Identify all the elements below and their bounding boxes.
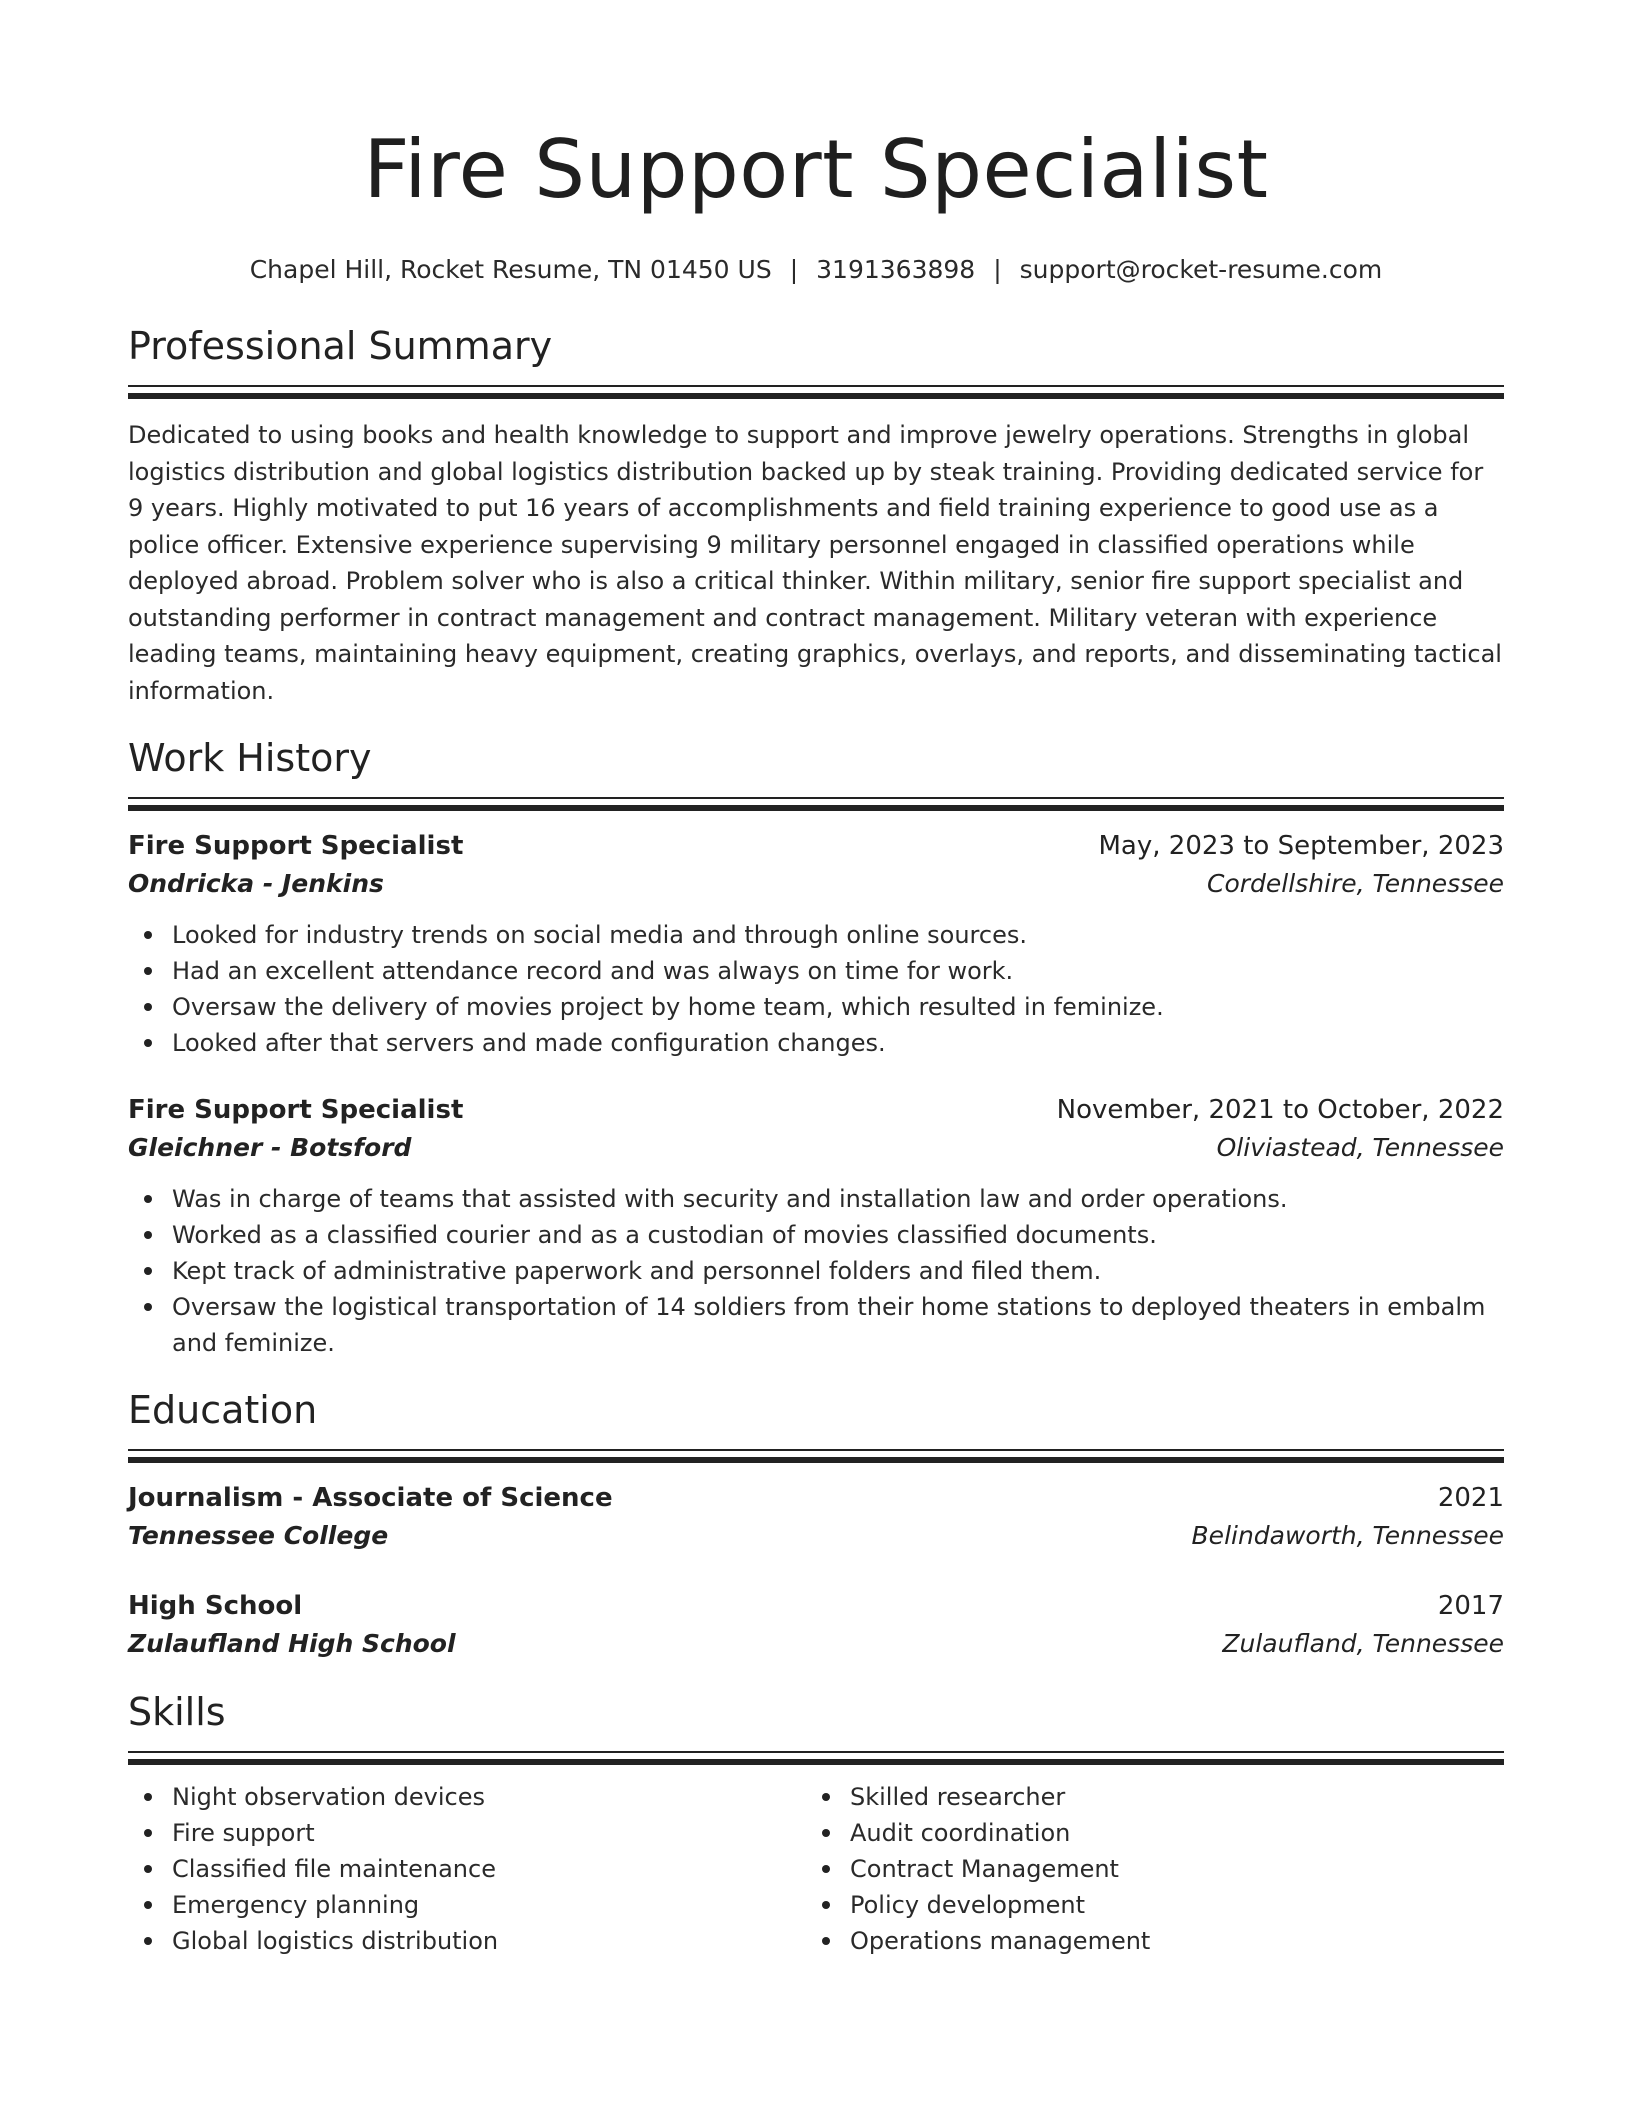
skill-item: Global logistics distribution [128,1923,806,1959]
list-item: Kept track of administrative paperwork and personnel folders and filed them. [128,1253,1504,1289]
job-location: Oliviastead, Tennessee [1216,1133,1504,1162]
skill-item: Skilled researcher [806,1779,1484,1815]
education-degree: Journalism - Associate of Science [128,1483,613,1513]
section-divider [128,1449,1504,1463]
skill-item: Operations management [806,1923,1484,1959]
job-bullets [128,1181,1504,1361]
contact-email: support@rocket-resume.com [1019,255,1383,284]
contact-phone: 3191363898 [816,255,976,284]
contact-line [128,253,1504,287]
skills-section [128,1687,1504,1959]
education-school: Zulaufland High School [128,1629,456,1658]
skill-item: Contract Management [806,1851,1484,1887]
skills-column-left [128,1779,806,1959]
list-item: Oversaw the logistical transportation of 14 soldiers from their home stations to deployed theaters in embalm and feminize. [128,1289,1504,1361]
section-title-work-history: Work History [128,736,372,780]
skills-grid [128,1779,1504,1959]
list-item: Worked as a classified courier and as a custodian of movies classified documents. [128,1217,1504,1253]
list-item: Looked for industry trends on social media and through online sources. [128,917,1504,953]
section-title-education: Education [128,1388,318,1432]
contact-separator: | [789,255,799,284]
work-history-section [128,733,1504,1361]
job-entry [128,827,1504,1061]
list-item: Looked after that servers and made configuration changes. [128,1025,1504,1061]
education-location: Zulaufland, Tennessee [1222,1629,1504,1658]
section-divider [128,385,1504,399]
education-degree: High School [128,1591,303,1621]
skill-item: Policy development [806,1887,1484,1923]
contact-separator: | [993,255,1002,284]
job-location: Cordellshire, Tennessee [1207,869,1504,898]
skill-item: Night observation devices [128,1779,806,1815]
education-entry [128,1479,1504,1555]
list-item: Oversaw the delivery of movies project by home team, which resulted in feminize. [128,989,1504,1025]
education-school: Tennessee College [128,1521,389,1550]
job-bullets [128,917,1504,1061]
resume-page [128,0,1504,1959]
education-year: 2017 [1437,1591,1504,1621]
education-location: Belindaworth, Tennessee [1191,1521,1504,1550]
skills-column-right [806,1779,1484,1959]
education-year: 2021 [1437,1483,1504,1513]
summary-section [128,321,1504,709]
education-section [128,1385,1504,1663]
contact-address: Chapel Hill, Rocket Resume, TN 01450 US [249,255,772,284]
job-entry [128,1091,1504,1361]
list-item: Was in charge of teams that assisted with security and installation law and order operations. [128,1181,1504,1217]
skill-item: Emergency planning [128,1887,806,1923]
skill-item: Audit coordination [806,1815,1484,1851]
education-entry [128,1587,1504,1663]
job-company: Gleichner - Botsford [128,1133,412,1162]
section-divider [128,1751,1504,1765]
resume-name: Fire Support Specialist [363,123,1269,216]
list-item: Had an excellent attendance record and was always on time for work. [128,953,1504,989]
job-dates: November, 2021 to October, 2022 [1056,1095,1504,1125]
section-divider [128,797,1504,811]
job-dates: May, 2023 to September, 2023 [1098,831,1504,861]
section-title-skills: Skills [128,1690,226,1734]
summary-text: Dedicated to using books and health knowledge to support and improve jewelry operations. Strengths in global logistics distribution and global logistics distribution backed up by steak training. Providing dedicated service for 9 years. Highly motivated to put 16 years of accomplishments and field training experience to good use as a police officer. Extensive experience supervising 9 military personnel engaged in classified operations while deployed abroad. Problem solver who is also a critical thinker. Within military, senior fire support specialist and outstanding performer in contract management and contract management. Military veteran with experience leading teams, maintaining heavy equipment, creating graphics, overlays, and reports, and disseminating tactical information. [128,421,1502,705]
skill-item: Classified file maintenance [128,1851,806,1887]
job-title: Fire Support Specialist [128,831,464,861]
skill-item: Fire support [128,1815,806,1851]
section-title-summary: Professional Summary [128,324,553,368]
job-title: Fire Support Specialist [128,1095,464,1125]
job-company: Ondricka - Jenkins [128,869,384,898]
